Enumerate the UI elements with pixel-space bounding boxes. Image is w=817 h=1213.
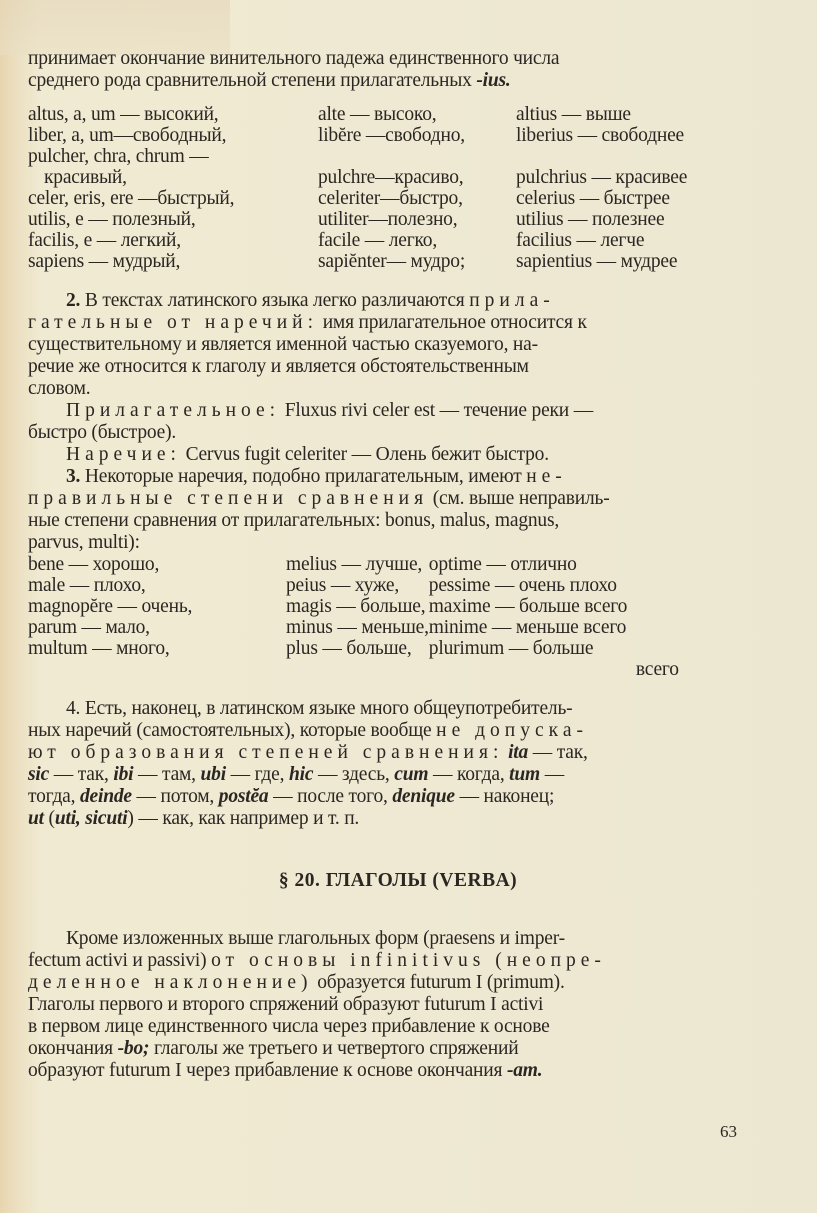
text-line: 3. Некоторые наречия, подобно прилагательным, имеют не- <box>66 466 567 487</box>
text-line: среднего рода сравнительной степени прилагательных -ius. <box>28 70 511 91</box>
adjective-comparison-table <box>28 104 687 272</box>
text-line: правильные степени сравнения (см. выше неправиль- <box>28 488 610 509</box>
text-line: гательные от наречий: имя прилагательное относится к <box>28 312 587 333</box>
table-row: всего <box>635 659 679 680</box>
text-line: ut (uti, sicuti) — как, как например и т. п. <box>28 808 360 829</box>
table-row: altus, a, um — высокий, alte — высоко, altius — выше <box>28 104 631 125</box>
text-line: sic — так, ibi — там, ubi — где, hic — здесь, cum — когда, tum — <box>28 764 564 785</box>
page-number: 63 <box>720 1122 737 1141</box>
section-4-paragraph <box>28 698 768 830</box>
adverb-comparison-table <box>28 554 679 680</box>
section-3-paragraph <box>28 466 768 554</box>
text-line: 2. В текстах латинского языка легко различаются прила- <box>66 290 555 311</box>
text-line: Кроме изложенных выше глагольных форм (praesens и imper- <box>66 928 565 949</box>
table-row: facilis, e — легкий, facile — легко, facilius — легче <box>28 230 645 251</box>
adjective-example: Прилагательное: Fluxus rivi celer est — течение реки — <box>66 400 594 421</box>
suffix-ius: -ius. <box>476 70 511 91</box>
table-row: magnopĕre — очень, magis — больше, maxime — больше всего <box>28 596 628 617</box>
text-line: parvus, multi): <box>28 532 140 553</box>
intro-paragraph <box>28 48 768 92</box>
table-row: celer, eris, ere —быстрый, celeriter—быстро, celerius — быстрее <box>28 188 670 209</box>
text-line: 4. Есть, наконец, в латинском языке много общеупотребитель- <box>66 698 573 719</box>
text-line: ют образования степеней сравнения: ita — так, <box>28 742 588 763</box>
adverb-example: Наречие: Cervus fugit celeriter — Олень бежит быстро. <box>66 444 549 465</box>
table-row: utilis, e — полезный, utiliter—полезно, utilius — полезнее <box>28 209 665 230</box>
text-line: ных наречий (самостоятельных), которые вообще не допуска- <box>28 720 588 741</box>
text-line: образуют futurum I через прибавление к основе окончания -am. <box>28 1060 543 1081</box>
text-line: быстро (быстрое). <box>28 422 177 443</box>
page-fold-shadow <box>0 0 230 55</box>
text-line: в первом лице единственного числа через прибавление к основе <box>28 1016 550 1037</box>
table-row: sapiens — мудрый, sapiĕnter— мудро; sapientius — мудрее <box>28 251 678 272</box>
table-row: liber, a, um—свободный, libĕre —свободно, liberius — свободнее <box>28 125 684 146</box>
text-line: принимает окончание винительного падежа единственного числа <box>28 48 560 69</box>
table-row: multum — много, plus — больше, plurimum — больше <box>28 638 594 659</box>
table-row: male — плохо, peius — хуже, pessime — очень плохо <box>28 575 617 596</box>
text-line: тогда, deinde — потом, postĕa — после того, denique — наконец; <box>28 786 555 807</box>
table-row: parum — мало, minus — меньше, minime — меньше всего <box>28 617 627 638</box>
text-line: речие же относится к глаголу и является обстоятельственным <box>28 356 529 377</box>
text-line: fectum activi и passivi) от основы infinitivus (неопре- <box>28 950 606 971</box>
table-row: красивый, pulchre—красиво, pulchrius — красивее <box>44 167 688 188</box>
text-line: существительному и является именной частью сказуемого, на- <box>28 334 538 355</box>
section-heading: § 20. ГЛАГОЛЫ (VERBA) <box>278 870 518 891</box>
text-line: деленное наклонение) образуется futurum I (primum). <box>28 972 565 993</box>
section-2-paragraph <box>28 290 768 466</box>
table-row: pulcher, chra, chrum — <box>28 146 209 167</box>
text-line: окончания -bo; глаголы же третьего и четвертого спряжений <box>28 1038 519 1059</box>
table-row: bene — хорошо, melius — лучше, optime — отлично <box>28 554 577 575</box>
text-line: ные степени сравнения от прилагательных: bonus, malus, magnus, <box>28 510 560 531</box>
text-line: словом. <box>28 378 91 399</box>
section-20-paragraph <box>28 928 768 1082</box>
text-line: Глаголы первого и второго спряжений образуют futurum I activi <box>28 994 544 1015</box>
